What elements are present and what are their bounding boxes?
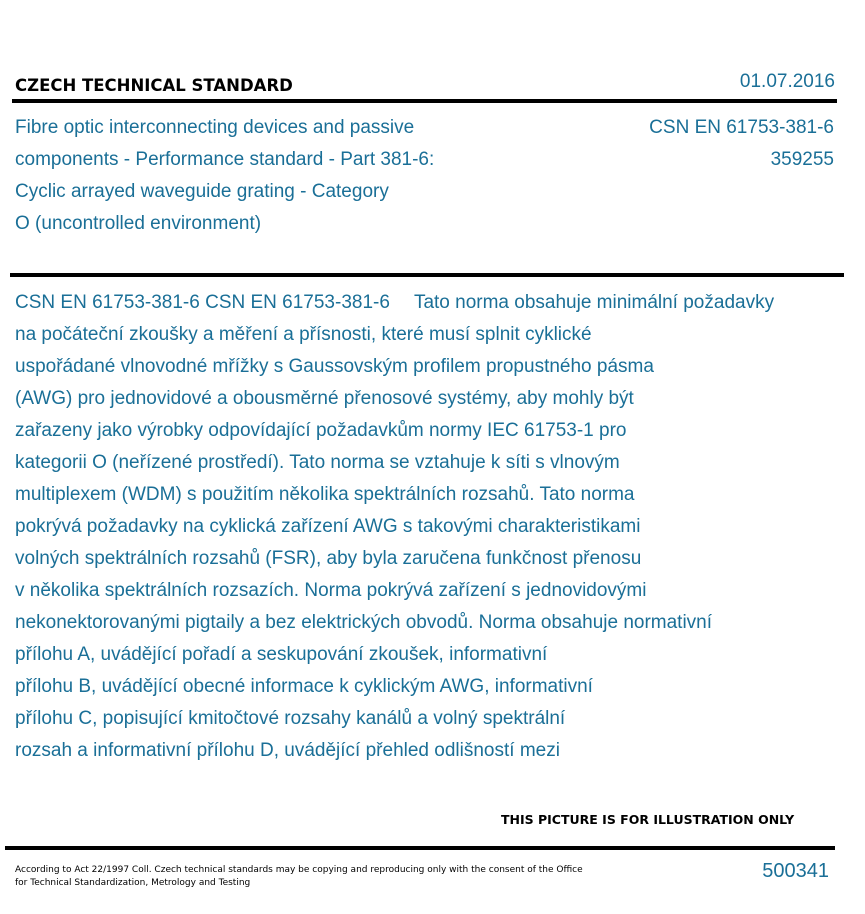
abstract-line: uspořádané vlnovodné mřížky s Gaussovským profilem propustného pásma: [15, 356, 654, 377]
abstract-line: (AWG) pro jednovidové a obousměrné přenosové systémy, aby mohly být: [15, 388, 634, 409]
document-code: 500341: [762, 860, 829, 882]
abstract-line: v několika spektrálních rozsazích. Norma pokrývá zařízení s jednovidovými: [15, 580, 647, 601]
title-line: Cyclic arrayed waveguide grating - Category: [15, 181, 389, 202]
illustration-notice: THIS PICTURE IS FOR ILLUSTRATION ONLY: [501, 812, 795, 827]
abstract-line: multiplexem (WDM) s použitím několika spektrálních rozsahů. Tato norma: [15, 484, 635, 505]
title-line: components - Performance standard - Part 381-6:: [15, 149, 435, 170]
abstract-line: přílohu C, popisující kmitočtové rozsahy kanálů a volný spektrální: [15, 708, 566, 729]
abstract-line: přílohu A, uvádějící pořadí a seskupování zkoušek, informativní: [15, 644, 548, 665]
title-line: Fibre optic interconnecting devices and passive: [15, 117, 415, 138]
abstract-line: volných spektrálních rozsahů (FSR), aby byla zaručena funkčnost přenosu: [15, 548, 642, 569]
document-type-label: CZECH TECHNICAL STANDARD: [15, 76, 293, 95]
copyright-line: According to Act 22/1997 Coll. Czech technical standards may be copying and reproducing only with the consent of the Office: [15, 865, 583, 875]
abstract-line: rozsah a informativní přílohu D, uvádějící přehled odlišností mezi: [15, 740, 560, 761]
copyright-line: for Technical Standardization, Metrology and Testing: [15, 878, 251, 888]
abstract-line: zařazeny jako výrobky odpovídající požadavkům normy IEC 61753-1 pro: [15, 420, 627, 441]
bottom-divider: [5, 846, 835, 850]
top-divider: [12, 99, 837, 103]
abstract-line: přílohu B, uvádějící obecné informace k cyklickým AWG, informativní: [15, 676, 593, 697]
abstract-line-text: Tato norma obsahuje minimální požadavky: [413, 292, 775, 313]
abstract-line: kategorii O (neřízené prostředí). Tato norma se vztahuje k síti s vlnovým: [15, 452, 620, 473]
standard-identifier: [649, 112, 834, 176]
standard-code: CSN EN 61753-381-6: [649, 117, 834, 138]
abstract-prefix: CSN EN 61753-381-6 CSN EN 61753-381-6: [15, 292, 390, 313]
abstract-line: nekonektorovanými pigtaily a bez elektrických obvodů. Norma obsahuje normativní: [15, 612, 713, 633]
copyright-note: [15, 864, 615, 890]
standard-title: [15, 112, 505, 240]
abstract-line: na počáteční zkoušky a měření a přísnosti, které musí splnit cyklické: [15, 324, 592, 345]
abstract-line: [15, 287, 865, 319]
abstract-line: pokrývá požadavky na cyklická zařízení AWG s takovými charakteristikami: [15, 516, 641, 537]
abstract-text: [15, 287, 865, 767]
classification-number: 359255: [770, 149, 834, 170]
publication-date: 01.07.2016: [739, 71, 835, 92]
middle-divider: [10, 273, 844, 277]
title-line: O (uncontrolled environment): [15, 213, 262, 234]
